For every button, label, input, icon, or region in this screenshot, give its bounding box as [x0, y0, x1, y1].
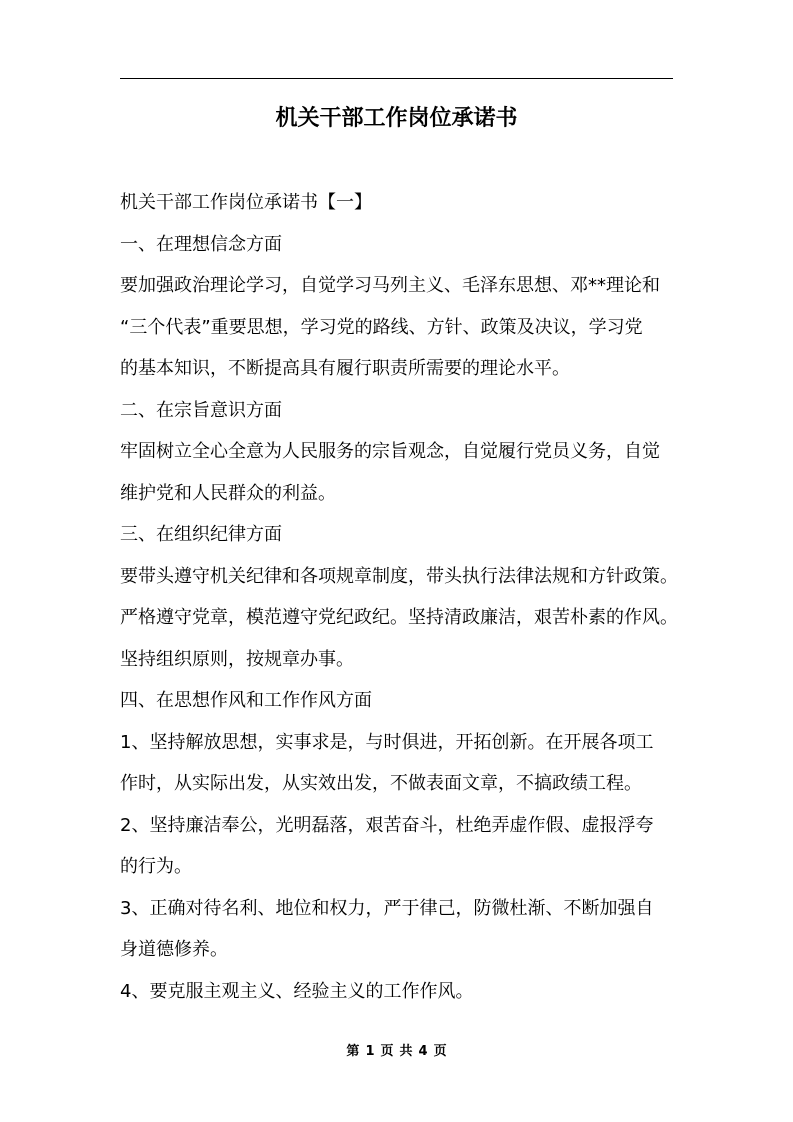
footer-suffix: 页 — [433, 1044, 447, 1059]
paragraph-line: 的行为。 — [120, 856, 192, 877]
paragraph-line: 坚持组织原则，按规章办事。 — [120, 648, 354, 670]
paragraph-line: 要带头遵守机关纪律和各项规章制度，带头执行法律法规和方针政策。 — [120, 565, 678, 587]
paragraph-line: 作时，从实际出发，从实效出发，不做表面文章，不搞政绩工程。 — [120, 773, 642, 794]
footer-current-page: 1 — [365, 1044, 375, 1059]
paragraph-line: 身道德修养。 — [120, 939, 228, 960]
paragraph-line: 的基本知识，不断提高具有履行职责所需要的理论水平。 — [120, 358, 570, 379]
document-body — [120, 182, 680, 1012]
section-heading: 机关干部工作岗位承诺书【一】 — [120, 192, 372, 213]
footer-total-prefix: 共 — [399, 1044, 413, 1059]
subsection-heading: 二、在宗旨意识方面 — [120, 399, 282, 421]
paragraph-line: 维护党和人民群众的利益。 — [120, 482, 336, 504]
paragraph-line: 3、正确对待名利、地位和权力，严于律己，防微杜渐、不断加强自 — [120, 897, 654, 919]
document-title: 机关干部工作岗位承诺书 — [275, 106, 518, 131]
paragraph-line: “三个代表”重要思想，学习党的路线、方针、政策及决议，学习党 — [120, 316, 643, 338]
subsection-heading: 一、在理想信念方面 — [120, 233, 282, 255]
paragraph-line: 牢固树立全心全意为人民服务的宗旨观念，自觉履行党员义务，自觉 — [120, 441, 660, 462]
paragraph-line: 1、坚持解放思想，实事求是，与时俱进，开拓创新。在开展各项工 — [120, 731, 654, 753]
footer-page-word: 页 — [380, 1044, 394, 1059]
paragraph-line: 2、坚持廉洁奉公，光明磊落，艰苦奋斗，杜绝弄虚作假、虚报浮夸 — [120, 814, 654, 836]
paragraph-line: 严格遵守党章，模范遵守党纪政纪。坚持清政廉洁，艰苦朴素的作风。 — [120, 607, 678, 628]
subsection-heading: 四、在思想作风和工作作风方面 — [120, 690, 372, 711]
subsection-heading: 三、在组织纪律方面 — [120, 524, 282, 545]
footer-total-pages: 4 — [418, 1044, 428, 1059]
paragraph-line: 要加强政治理论学习，自觉学习马列主义、毛泽东思想、邓**理论和 — [120, 275, 660, 296]
page-footer — [0, 1042, 793, 1062]
header-rule — [120, 78, 673, 79]
paragraph-line: 4、要克服主观主义、经验主义的工作作风。 — [120, 980, 474, 1002]
footer-prefix: 第 — [346, 1044, 360, 1059]
